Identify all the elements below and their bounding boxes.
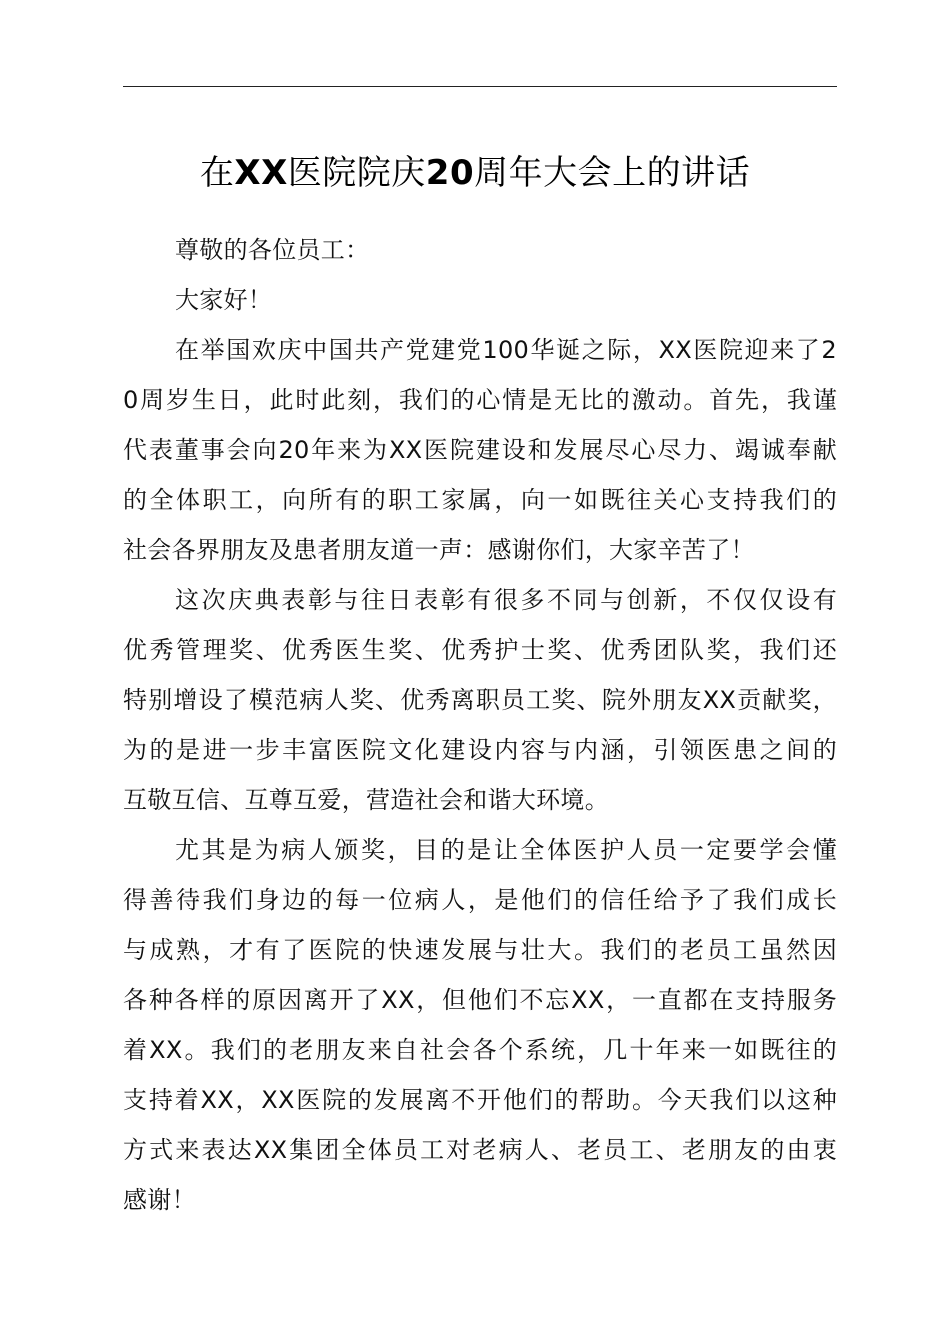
document-body xyxy=(123,225,837,1225)
greeting: 尊敬的各位员工： xyxy=(175,236,370,264)
paragraph-line: 得善待我们身边的每一位病人，是他们的信任给予了我们成长 xyxy=(123,886,837,914)
header-rule xyxy=(123,86,837,87)
paragraph xyxy=(123,825,837,1225)
paragraph-line: 支持着XX，XX医院的发展离不开他们的帮助。今天我们以这种 xyxy=(123,1086,837,1114)
paragraph-line: 特别增设了模范病人奖、优秀离职员工奖、院外朋友XX贡献奖， xyxy=(123,686,837,714)
title-part: 在 xyxy=(199,153,235,193)
title-part-bold: XX xyxy=(234,153,288,193)
paragraph-line: 着XX。我们的老朋友来自社会各个系统，几十年来一如既往的 xyxy=(123,1036,837,1064)
title-part: 医院院庆 xyxy=(287,153,426,193)
paragraph-line: 0周岁生日，此时此刻，我们的心情是无比的激动。首先，我谨 xyxy=(123,386,837,414)
document-title xyxy=(0,148,950,198)
paragraph-line: 与成熟，才有了医院的快速发展与壮大。我们的老员工虽然因 xyxy=(123,936,837,964)
paragraph-line: 感谢！ xyxy=(123,1186,196,1214)
title-part: 周年大会上的讲话 xyxy=(474,153,751,193)
paragraph-line: 代表董事会向20年来为XX医院建设和发展尽心尽力、竭诚奉献 xyxy=(123,436,837,464)
paragraph xyxy=(123,575,837,825)
title-part-bold: 20 xyxy=(425,153,475,193)
paragraph-line: 互敬互信、互尊互爱，营造社会和谐大环境。 xyxy=(123,786,609,814)
paragraph-line: 各种各样的原因离开了XX，但他们不忘XX，一直都在支持服务 xyxy=(123,986,837,1014)
paragraph-line: 社会各界朋友及患者朋友道一声：感谢你们，大家辛苦了！ xyxy=(123,536,755,564)
paragraph-line: 的全体职工，向所有的职工家属，向一如既往关心支持我们的 xyxy=(123,486,837,514)
paragraph-line: 方式来表达XX集团全体员工对老病人、老员工、老朋友的由衷 xyxy=(123,1136,837,1164)
paragraph-line: 为的是进一步丰富医院文化建设内容与内涵，引领医患之间的 xyxy=(123,736,837,764)
paragraph xyxy=(123,325,837,575)
paragraph-line: 优秀管理奖、优秀医生奖、优秀护士奖、优秀团队奖，我们还 xyxy=(123,636,837,664)
paragraph-line: 尤其是为病人颁奖，目的是让全体医护人员一定要学会懂 xyxy=(175,836,837,864)
salutation: 大家好！ xyxy=(175,286,273,314)
paragraph-line: 这次庆典表彰与往日表彰有很多不同与创新，不仅仅设有 xyxy=(175,586,837,614)
paragraph-line: 在举国欢庆中国共产党建党100华诞之际，XX医院迎来了2 xyxy=(175,336,837,364)
